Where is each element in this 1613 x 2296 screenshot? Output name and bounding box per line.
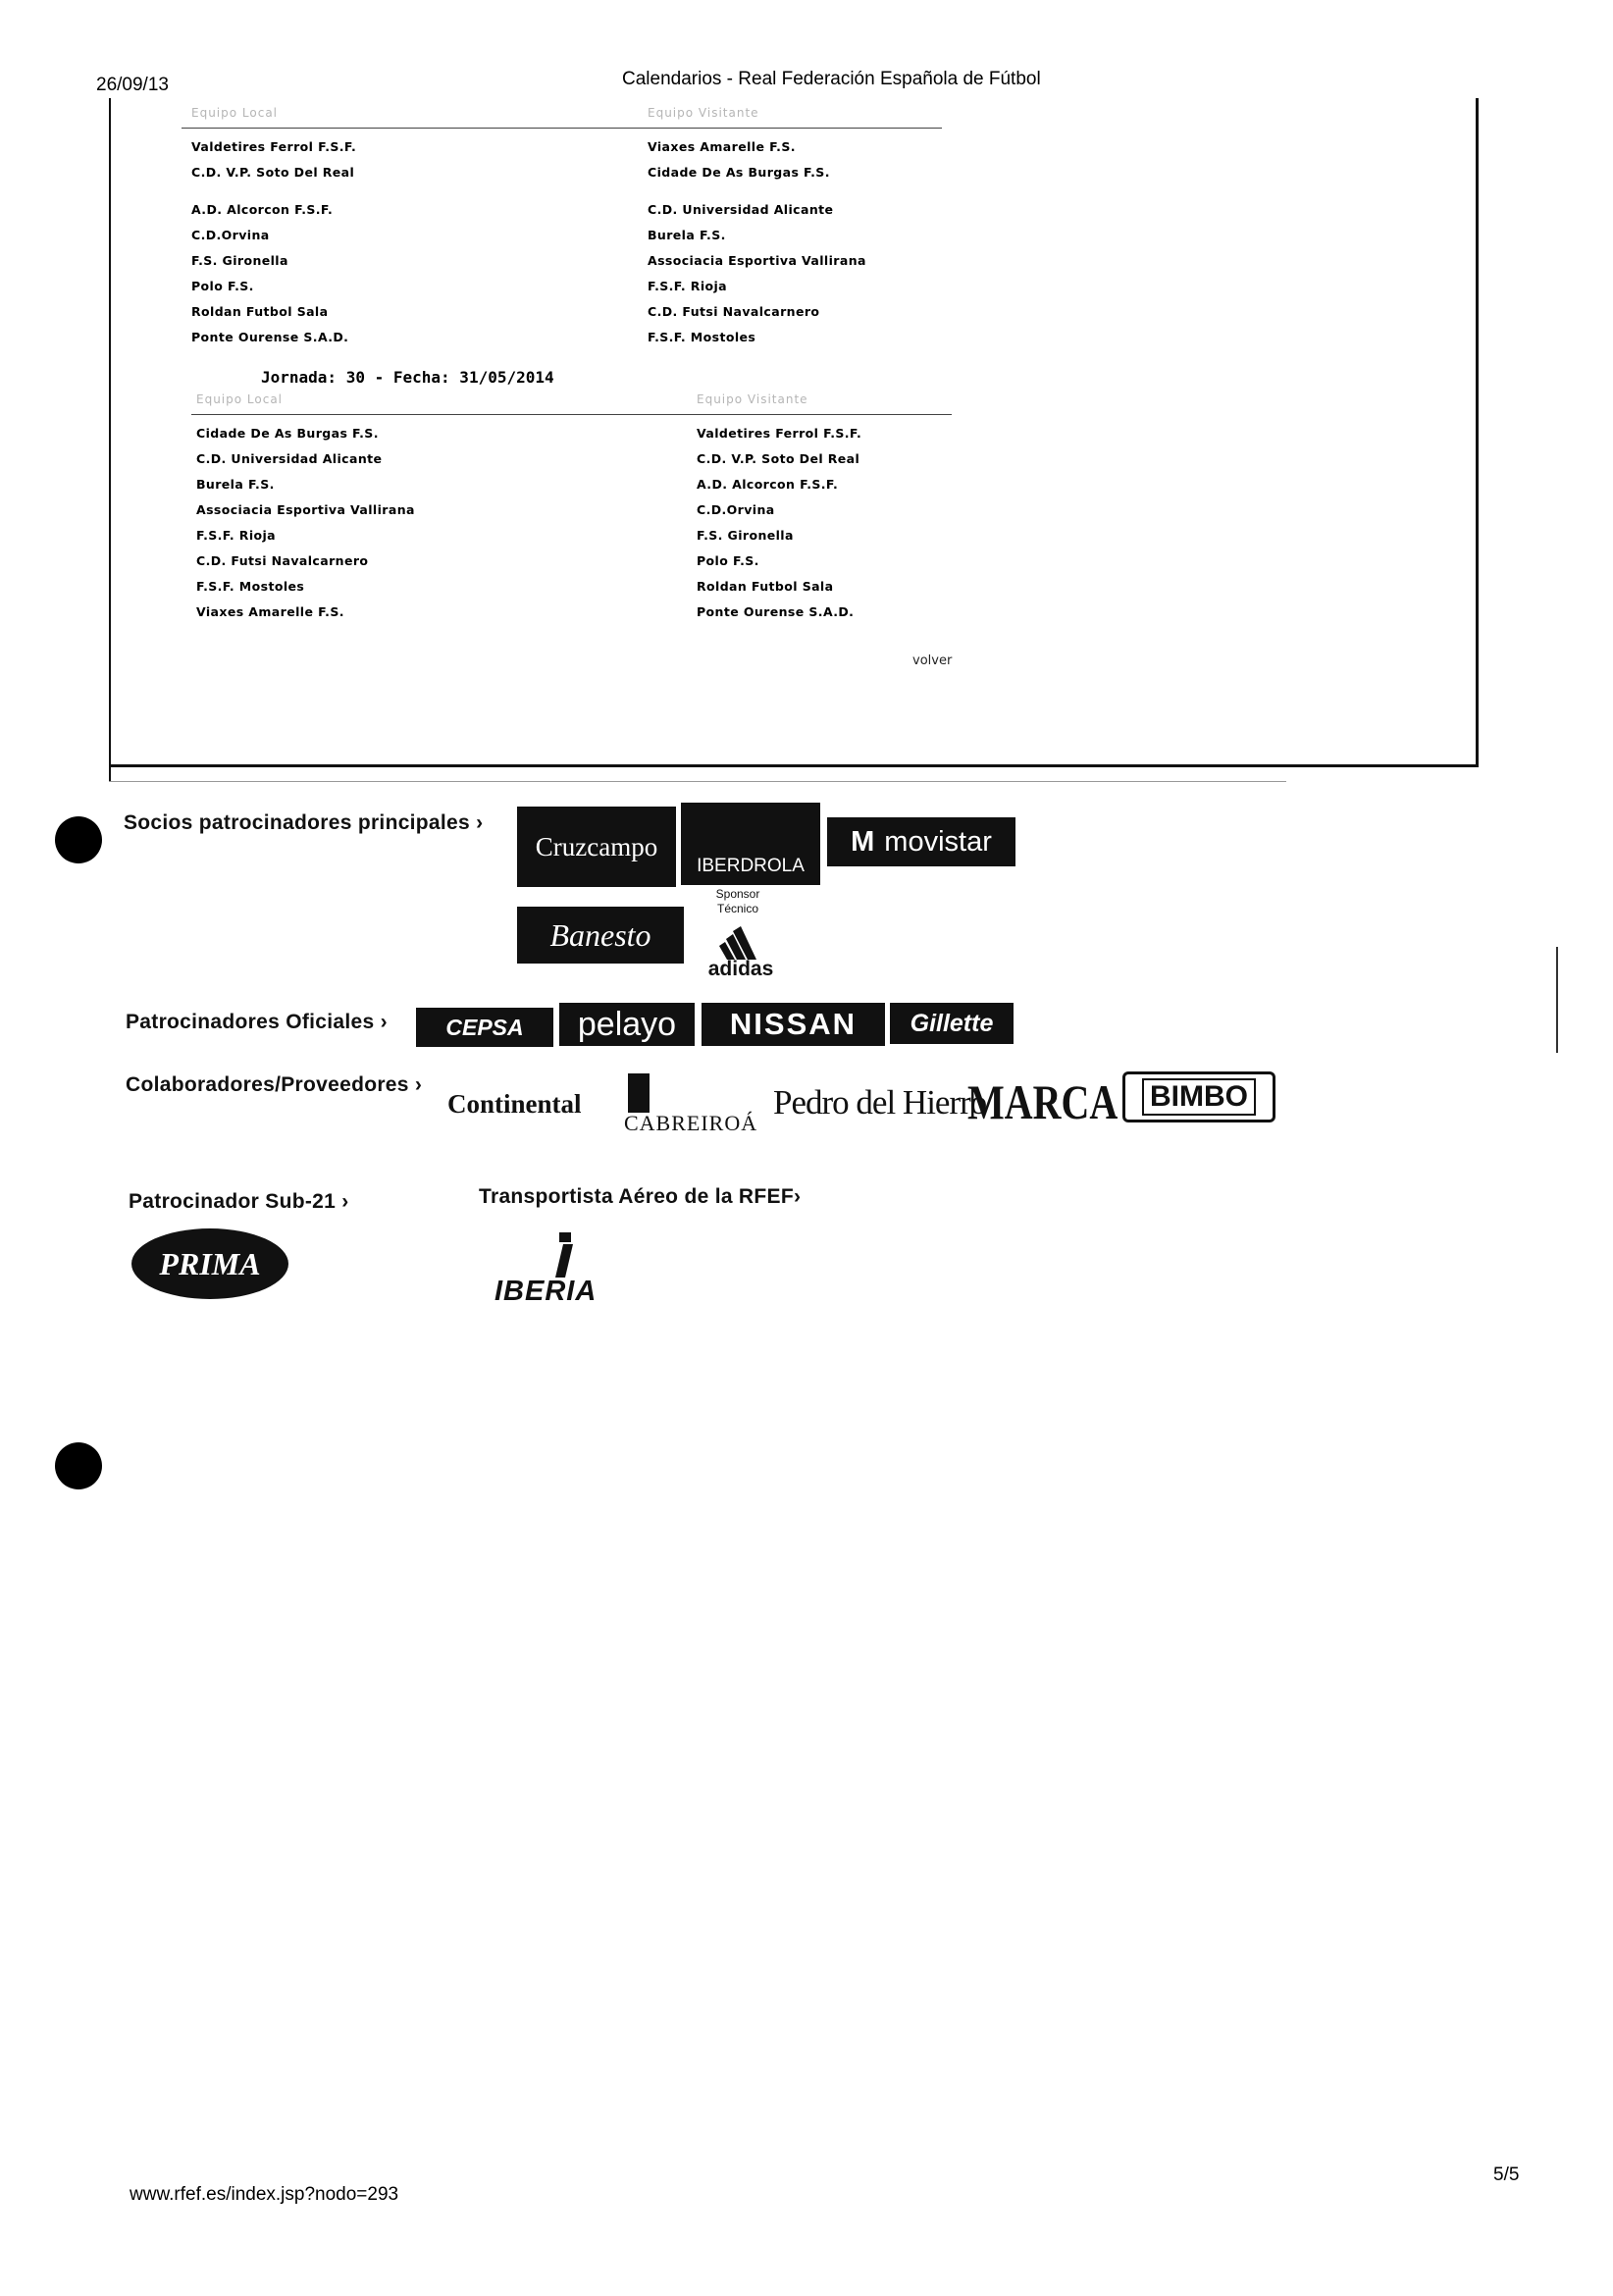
match-local-team: C.D. Universidad Alicante	[196, 451, 383, 466]
match-visitante-team: F.S.F. Rioja	[648, 279, 728, 293]
pedro-del-hierro-logo-text: Pedro del Hierro	[773, 1083, 987, 1122]
adidas-logo-text: adidas	[707, 958, 774, 980]
frame-bottom-border	[109, 764, 1479, 767]
match-local-team: Burela F.S.	[196, 477, 275, 492]
iberia-crown-icon	[534, 1230, 593, 1279]
banesto-logo[interactable]	[517, 907, 684, 964]
jornada-label	[261, 368, 554, 387]
movistar-logo[interactable]	[827, 817, 1015, 866]
local-column-header: Equipo Local	[196, 392, 284, 406]
match-visitante-team: Valdetires Ferrol F.S.F.	[697, 426, 862, 441]
match-visitante-team: A.D. Alcorcon F.S.F.	[697, 477, 839, 492]
match-visitante-team: Viaxes Amarelle F.S.	[648, 139, 796, 154]
visitante-column-header: Equipo Visitante	[648, 106, 759, 120]
nissan-logo-text: NISSAN	[729, 1007, 858, 1041]
jornada-date: - Fecha: 31/05/2014	[374, 368, 554, 387]
local-column-header: Equipo Local	[191, 106, 279, 120]
cruzcampo-logo[interactable]	[517, 807, 676, 887]
match-visitante-team: C.D. V.P. Soto Del Real	[697, 451, 860, 466]
movistar-logo-text: movistar	[884, 825, 992, 858]
match-local-team: C.D. Futsi Navalcarnero	[196, 553, 369, 568]
bullet-dot	[55, 816, 102, 863]
cabreiroa-logo-text: CABREIROÁ	[624, 1111, 758, 1135]
movistar-m-icon: M	[851, 825, 875, 858]
match-visitante-team: Cidade De As Burgas F.S.	[648, 165, 830, 180]
match-visitante-team: Polo F.S.	[697, 553, 759, 568]
cepsa-logo-text: CEPSA	[445, 1014, 524, 1040]
iberia-logo[interactable]	[491, 1230, 628, 1309]
page-title: Calendarios - Real Federación Española de Fútbol	[622, 69, 1041, 89]
adidas-logo[interactable]	[702, 922, 780, 983]
oficiales-label: Patrocinadores Oficiales ›	[126, 1011, 388, 1033]
match-local-team: Roldan Futbol Sala	[191, 304, 329, 319]
match-visitante-team: C.D. Futsi Navalcarnero	[648, 304, 820, 319]
volver-link[interactable]: volver	[912, 653, 953, 668]
continental-logo[interactable]	[447, 1089, 585, 1128]
match-visitante-team: C.D.Orvina	[697, 502, 775, 517]
footer-url: www.rfef.es/index.jsp?nodo=293	[130, 2184, 399, 2205]
match-local-team: C.D. V.P. Soto Del Real	[191, 165, 355, 180]
gillette-logo[interactable]	[890, 1003, 1014, 1044]
match-local-team: Polo F.S.	[191, 279, 254, 293]
continental-logo-text: Continental	[447, 1089, 582, 1119]
marca-logo[interactable]	[967, 1073, 1118, 1130]
match-local-team: F.S. Gironella	[191, 253, 288, 268]
colaboradores-label: Colaboradores/Proveedores ›	[126, 1073, 423, 1096]
frame-right-border	[1476, 98, 1479, 765]
adidas-stripes-icon	[702, 922, 780, 962]
pedro-del-hierro-logo[interactable]	[773, 1083, 986, 1122]
gillette-logo-text: Gillette	[910, 1009, 994, 1037]
frame-bottom-rule	[109, 781, 1286, 782]
cabreiroa-logo[interactable]	[624, 1071, 761, 1140]
match-local-team: F.S.F. Rioja	[196, 528, 277, 543]
margin-mark	[1556, 947, 1558, 1053]
cabreiroa-mark-icon	[628, 1073, 650, 1113]
match-visitante-team: Associacia Esportiva Vallirana	[648, 253, 866, 268]
visitante-column-header: Equipo Visitante	[697, 392, 808, 406]
iberia-logo-text: IBERIA	[494, 1276, 598, 1307]
match-visitante-team: Ponte Ourense S.A.D.	[697, 604, 855, 619]
principales-label: Socios patrocinadores principales ›	[124, 811, 484, 834]
prima-logo-text: PRIMA	[159, 1245, 261, 1281]
print-date: 26/09/13	[96, 75, 169, 95]
bimbo-logo[interactable]	[1122, 1071, 1275, 1122]
match-local-team: Cidade De As Burgas F.S.	[196, 426, 379, 441]
match-local-team: Viaxes Amarelle F.S.	[196, 604, 344, 619]
sponsor-tecnico-note: Sponsor Técnico	[715, 887, 760, 915]
sub21-label: Patrocinador Sub-21 ›	[129, 1190, 349, 1213]
aereo-label: Transportista Aéreo de la RFEF›	[479, 1185, 802, 1208]
page-number: 5/5	[1493, 2165, 1520, 2185]
match-local-team: Ponte Ourense S.A.D.	[191, 330, 349, 344]
header-rule	[182, 128, 942, 129]
pelayo-logo-text: pelayo	[577, 1005, 677, 1043]
match-visitante-team: C.D. Universidad Alicante	[648, 202, 834, 217]
match-local-team: C.D.Orvina	[191, 228, 270, 242]
match-visitante-team: F.S. Gironella	[697, 528, 794, 543]
match-visitante-team: Burela F.S.	[648, 228, 726, 242]
cepsa-logo[interactable]	[416, 1008, 553, 1047]
cruzcampo-logo-text: Cruzcampo	[535, 831, 658, 861]
iberdrola-logo[interactable]	[681, 803, 820, 885]
bimbo-logo-text: BIMBO	[1142, 1078, 1256, 1116]
banesto-logo-text: Banesto	[549, 916, 651, 953]
jornada-number: Jornada: 30	[261, 368, 365, 387]
match-local-team: Associacia Esportiva Vallirana	[196, 502, 415, 517]
match-local-team: Valdetires Ferrol F.S.F.	[191, 139, 357, 154]
bullet-dot	[55, 1442, 102, 1489]
nissan-logo[interactable]	[702, 1003, 885, 1046]
match-visitante-team: Roldan Futbol Sala	[697, 579, 834, 594]
iberdrola-logo-text: IBERDROLA	[697, 856, 805, 876]
marca-logo-text: MARCA	[967, 1074, 1119, 1129]
match-local-team: A.D. Alcorcon F.S.F.	[191, 202, 334, 217]
header-rule	[191, 414, 952, 415]
pelayo-logo[interactable]	[559, 1003, 695, 1046]
match-local-team: F.S.F. Mostoles	[196, 579, 305, 594]
frame-left-border	[109, 98, 111, 782]
prima-logo[interactable]	[131, 1228, 288, 1299]
match-visitante-team: F.S.F. Mostoles	[648, 330, 756, 344]
